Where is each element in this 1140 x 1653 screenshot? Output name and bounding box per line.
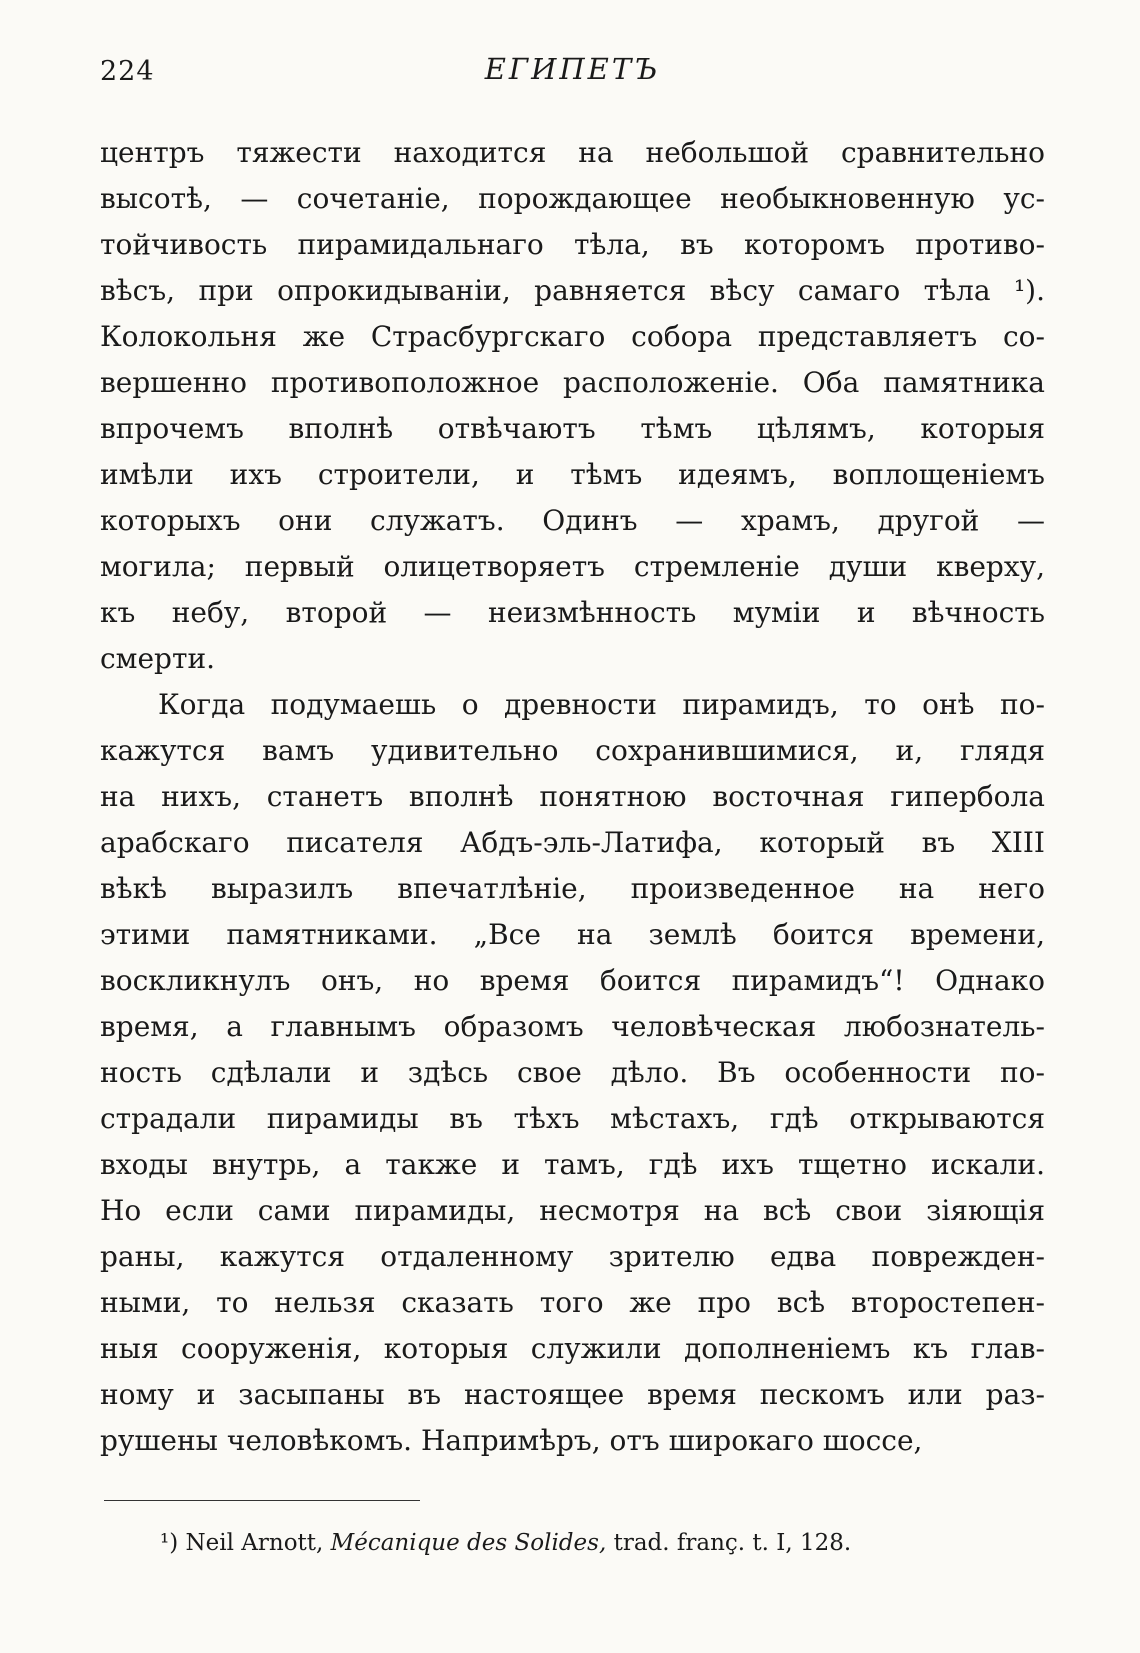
text-line: впрочемъ вполнѣ отвѣчаютъ тѣмъ цѣлямъ, которыя — [100, 412, 1045, 445]
footnote-details: trad. franç. t. I, 128. — [613, 1530, 852, 1556]
text-line: вѣсъ, при опрокидываніи, равняется вѣсу самаго тѣла ¹). — [100, 274, 1045, 307]
text-line: рушены человѣкомъ. Напримѣръ, отъ широкаго шоссе, — [100, 1424, 923, 1457]
text-line: арабскаго писателя Абдъ-эль-Латифа, который въ XIII — [100, 826, 1045, 859]
text-line: вѣкѣ выразилъ впечатлѣніе, произведенное на него — [100, 872, 1045, 905]
text-line: этими памятниками. „Все на землѣ боится времени, — [100, 918, 1045, 951]
text-line: Когда подумаешь о древности пирамидъ, то онѣ по- — [158, 688, 1045, 721]
text-line: тойчивость пирамидальнаго тѣла, въ которомъ противо- — [100, 228, 1045, 261]
text-line: вершенно противоположное расположеніе. Оба памятника — [100, 366, 1045, 399]
text-line: центръ тяжести находится на небольшой сравнительно — [100, 136, 1045, 169]
page-header — [100, 52, 1045, 92]
paragraph — [100, 130, 1045, 682]
running-title: ЕГИПЕТЪ — [484, 52, 661, 86]
text-line: воскликнулъ онъ, но время боится пирамидъ“! Однако — [100, 964, 1045, 997]
text-line: Но если сами пирамиды, несмотря на всѣ свои зіяющія — [100, 1194, 1045, 1227]
footnote-author: Neil Arnott, — [185, 1530, 324, 1556]
text-line: могила; первый олицетворяетъ стремленіе души кверху, — [100, 550, 1045, 583]
footnote-marker: ¹) — [160, 1530, 179, 1556]
paragraph-container — [100, 130, 1045, 1464]
text-line: ному и засыпаны въ настоящее время пескомъ или раз- — [100, 1378, 1045, 1411]
footnote — [160, 1530, 851, 1556]
footnote-title: Mécanique des Solides, — [330, 1530, 607, 1556]
text-line: которыхъ они служатъ. Одинъ — храмъ, другой — — [100, 504, 1045, 537]
paragraph — [100, 682, 1045, 1464]
text-line: имѣли ихъ строители, и тѣмъ идеямъ, воплощеніемъ — [100, 458, 1045, 491]
body-text — [100, 130, 1045, 1464]
text-line: ныя сооруженія, которыя служили дополненіемъ къ глав- — [100, 1332, 1045, 1365]
text-line: Колокольня же Страсбургскаго собора представляетъ со- — [100, 320, 1045, 353]
text-line: кажутся вамъ удивительно сохранившимися, и, глядя — [100, 734, 1045, 767]
text-line: смерти. — [100, 642, 216, 675]
text-line: высотѣ, — сочетаніе, порождающее необыкновенную ус- — [100, 182, 1045, 215]
text-line: входы внутрь, а также и тамъ, гдѣ ихъ тщетно искали. — [100, 1148, 1045, 1181]
text-line: ными, то нельзя сказать того же про всѣ второстепен- — [100, 1286, 1045, 1319]
text-line: раны, кажутся отдаленному зрителю едва поврежден- — [100, 1240, 1045, 1273]
text-line: ность сдѣлали и здѣсь свое дѣло. Въ особенности по- — [100, 1056, 1045, 1089]
text-line: время, а главнымъ образомъ человѣческая любознатель- — [100, 1010, 1045, 1043]
footnote-rule — [104, 1500, 420, 1501]
page-number: 224 — [100, 56, 155, 87]
text-line: страдали пирамиды въ тѣхъ мѣстахъ, гдѣ открываются — [100, 1102, 1045, 1135]
text-line: на нихъ, станетъ вполнѣ понятною восточная гипербола — [100, 780, 1045, 813]
text-line: къ небу, второй — неизмѣнность муміи и вѣчность — [100, 596, 1045, 629]
